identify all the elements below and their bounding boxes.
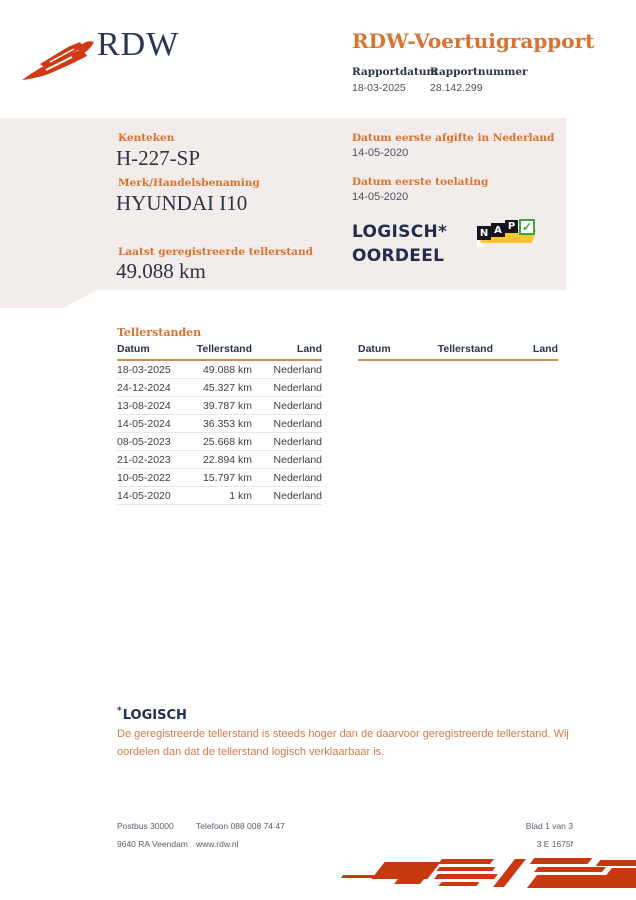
- laatste-tellerstand-value: 49.088 km: [116, 259, 206, 283]
- cell-tellerstand: 22.894 km: [202, 453, 252, 466]
- tellerstanden-table-secondary: [358, 343, 558, 361]
- footer-page-indicator: Blad 1 van 3: [525, 821, 573, 831]
- col-header-datum: Datum: [358, 343, 391, 355]
- eerste-toelating-value: 14-05-2020: [352, 191, 409, 203]
- cell-datum: 10-05-2022: [117, 471, 171, 484]
- merk-value: HYUNDAI I10: [116, 191, 248, 215]
- footer-website-text[interactable]: www.rdw.nl: [196, 839, 239, 849]
- col-header-datum: Datum: [117, 343, 150, 355]
- footnote-title: LOGISCH: [122, 708, 187, 723]
- logo-wordmark: RDW: [97, 26, 180, 63]
- table-header-row: [117, 343, 322, 361]
- report-date-label: Rapportdatum: [352, 66, 438, 78]
- table-row: [117, 379, 322, 397]
- footer-phone: Telefoon 088 008 74 47: [196, 821, 285, 831]
- rdw-logo-icon: [20, 30, 96, 82]
- speed-stripes-decoration-icon: [336, 858, 636, 898]
- report-number-label: Rapportnummer: [430, 66, 528, 78]
- cell-datum: 14-05-2020: [117, 489, 171, 502]
- tellerstanden-table: [117, 343, 322, 505]
- cell-land: Nederland: [273, 363, 322, 376]
- footer-address-line1: Postbus 30000: [117, 821, 174, 831]
- table-row: [117, 451, 322, 469]
- cell-land: Nederland: [273, 417, 322, 430]
- footer-form-code: 3 E 1675f: [536, 839, 573, 849]
- table-header-row: [358, 343, 558, 361]
- merk-label: Merk/Handelsbenaming: [118, 177, 260, 189]
- cell-datum: 24-12-2024: [117, 381, 171, 394]
- cell-datum: 21-02-2023: [117, 453, 171, 466]
- cell-tellerstand: 39.787 km: [202, 399, 252, 412]
- vehicle-summary-panel: [0, 118, 566, 308]
- cell-land: Nederland: [273, 381, 322, 394]
- page-title: RDW-Voertuigrapport: [352, 29, 595, 53]
- footnote-asterisk: *: [117, 706, 122, 716]
- table-row: [117, 433, 322, 451]
- report-number-block: [430, 66, 528, 94]
- cell-land: Nederland: [273, 471, 322, 484]
- oordeel-verdict: [352, 220, 447, 268]
- eerste-afgifte-label: Datum eerste afgifte in Nederland: [352, 132, 555, 144]
- cell-land: Nederland: [273, 435, 322, 448]
- cell-land: Nederland: [273, 399, 322, 412]
- cell-tellerstand: 45.327 km: [202, 381, 252, 394]
- table-row: [117, 397, 322, 415]
- cell-land: Nederland: [273, 489, 322, 502]
- footnote-heading: [117, 706, 187, 723]
- footer-website-link[interactable]: [196, 839, 239, 849]
- table-row: [117, 361, 322, 379]
- eerste-afgifte-value: 14-05-2020: [352, 147, 409, 159]
- cell-datum: 18-03-2025: [117, 363, 171, 376]
- kenteken-value: H-227-SP: [116, 146, 201, 170]
- table-row: [117, 415, 322, 433]
- col-header-tellerstand: Tellerstand: [196, 343, 252, 355]
- cell-datum: 14-05-2024: [117, 417, 171, 430]
- kenteken-label: Kenteken: [118, 132, 175, 144]
- table-row: [117, 469, 322, 487]
- cell-tellerstand: 36.353 km: [202, 417, 252, 430]
- oordeel-line1: LOGISCH*: [352, 222, 448, 242]
- report-date-block: [352, 66, 438, 94]
- report-number-value: 28.142.299: [430, 82, 483, 94]
- cell-tellerstand: 1 km: [229, 489, 252, 502]
- cell-tellerstand: 25.668 km: [202, 435, 252, 448]
- cell-datum: 13-08-2024: [117, 399, 171, 412]
- nap-letter-a: A: [491, 223, 505, 237]
- nap-letter-p: P: [505, 220, 518, 233]
- report-date-value: 18-03-2025: [352, 82, 406, 94]
- nap-logo: [477, 219, 537, 248]
- oordeel-line2: OORDEEL: [352, 246, 445, 266]
- tellerstanden-section-title: Tellerstanden: [117, 326, 202, 339]
- nap-notch: [477, 239, 486, 247]
- cell-land: Nederland: [273, 453, 322, 466]
- nap-letter-n: N: [477, 226, 491, 240]
- cell-tellerstand: 49.088 km: [202, 363, 252, 376]
- col-header-tellerstand: Tellerstand: [437, 343, 493, 355]
- cell-tellerstand: 15.797 km: [202, 471, 252, 484]
- footer-address-line2: 9640 RA Veendam: [117, 839, 188, 849]
- cell-datum: 08-05-2023: [117, 435, 171, 448]
- nap-checkmark-icon: ✓: [519, 219, 535, 235]
- laatste-tellerstand-label: Laatst geregistreerde tellerstand: [118, 246, 313, 258]
- footnote-text: De geregistreerde tellerstand is steeds hoger dan de daarvoor geregistreerde tellerstand. Wij oordelen dan dat de tellerstand logisch verklaarbaar is.: [117, 728, 569, 758]
- eerste-toelating-label: Datum eerste toelating: [352, 176, 489, 188]
- col-header-land: Land: [296, 343, 322, 355]
- col-header-land: Land: [532, 343, 558, 355]
- table-row: [117, 487, 322, 505]
